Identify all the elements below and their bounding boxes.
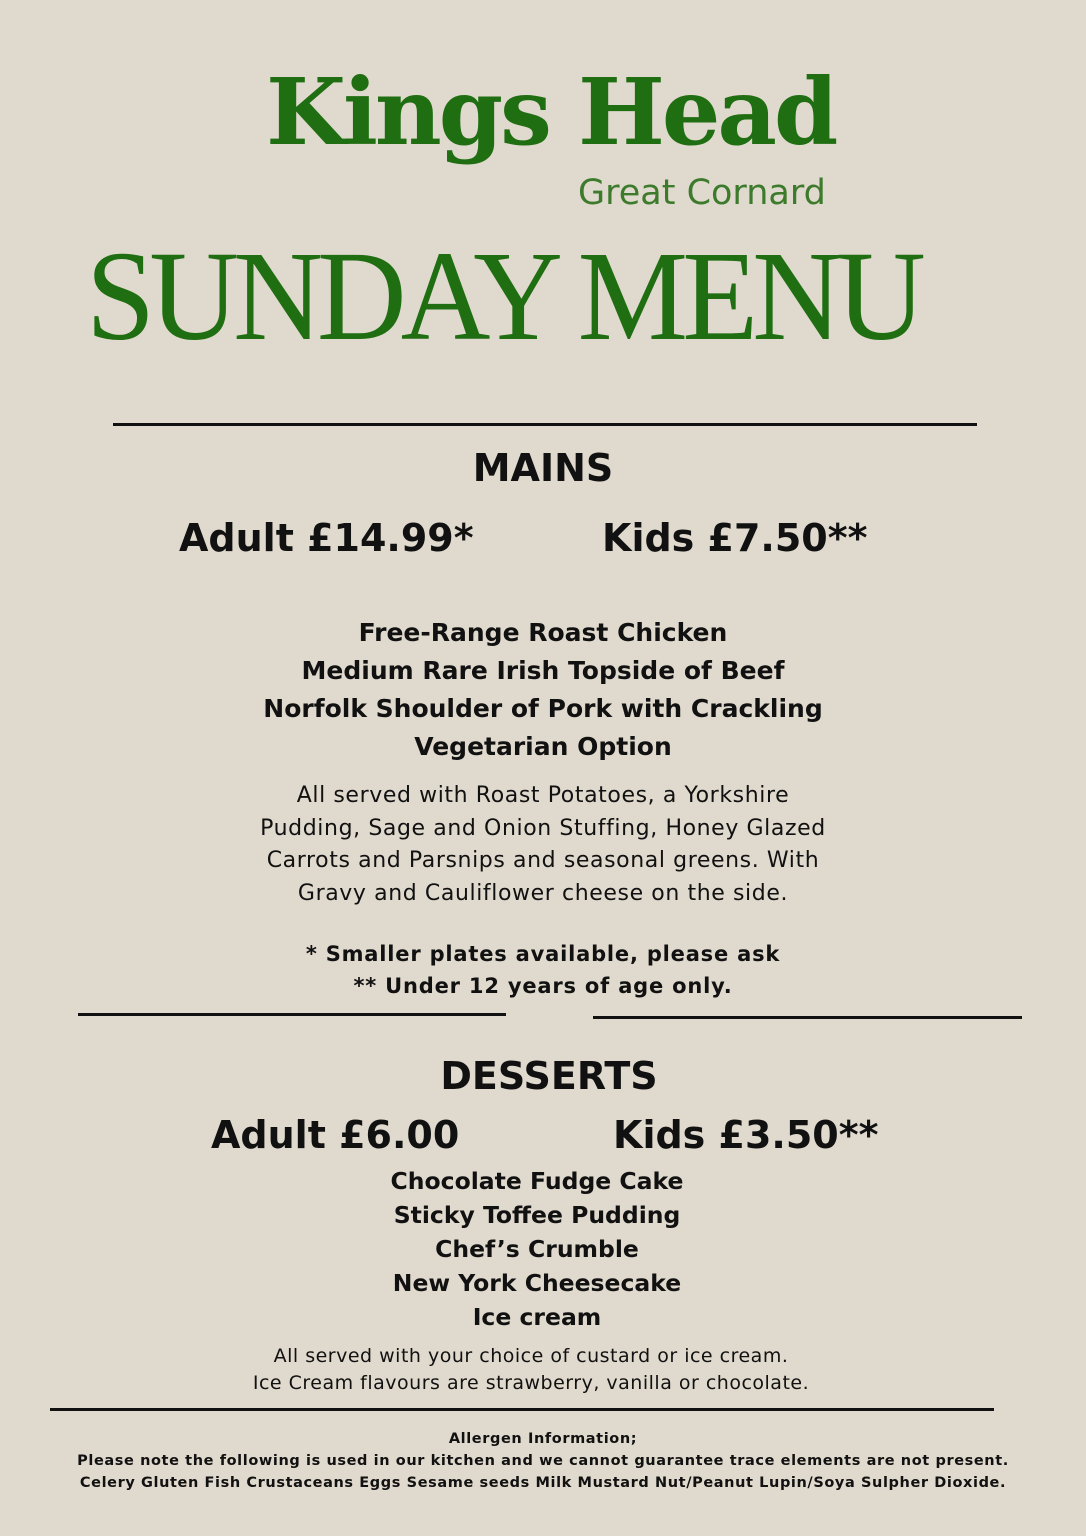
desserts-description: [0, 1343, 1074, 1397]
desserts-kids-price: Kids £3.50**: [613, 1113, 879, 1157]
divider-right: [593, 1016, 1022, 1019]
menu-item: Chocolate Fudge Cake: [390, 1167, 684, 1195]
divider-left: [78, 1013, 506, 1016]
menu-item: Sticky Toffee Pudding: [393, 1201, 681, 1229]
description-line: All served with Roast Potatoes, a Yorkshire: [296, 783, 790, 808]
description-line: Pudding, Sage and Onion Stuffing, Honey Glazed: [260, 815, 826, 841]
mains-title: MAINS: [472, 446, 614, 490]
allergen-list: Celery Gluten Fish Crustaceans Eggs Sesame seeds Milk Mustard Nut/Peanut Lupin/Soya Sulpher Dioxide.: [79, 1475, 1007, 1491]
page-title: SUNDAY MENU: [86, 225, 920, 367]
mains-adult-price: Adult £14.99*: [179, 516, 474, 560]
menu-item: New York Cheesecake: [392, 1269, 682, 1297]
divider-top: [113, 423, 977, 426]
desserts-title: DESSERTS: [440, 1054, 658, 1098]
menu-item: Medium Rare Irish Topside of Beef: [301, 656, 785, 685]
menu-item: Chef’s Crumble: [435, 1235, 639, 1263]
mains-item-list: [0, 614, 1086, 766]
brand-location: Great Cornard: [578, 173, 826, 213]
mains-kids-price: Kids £7.50**: [602, 516, 868, 560]
allergen-notice: Please note the following is used in our kitchen and we cannot guarantee trace elements are not present.: [77, 1453, 1009, 1469]
desserts-adult-price: Adult £6.00: [211, 1113, 460, 1157]
desserts-item-list: [0, 1164, 1080, 1334]
footnote: ** Under 12 years of age only.: [353, 974, 733, 998]
menu-item: Ice cream: [472, 1303, 602, 1331]
mains-notes: [0, 938, 1086, 1002]
description-line: Ice Cream flavours are strawberry, vanilla or chocolate.: [252, 1372, 810, 1394]
divider-bottom: [50, 1408, 994, 1411]
description-line: Gravy and Cauliflower cheese on the side.: [297, 880, 789, 906]
allergen-info: [0, 1428, 1086, 1494]
brand-name: Kings Head: [266, 58, 836, 166]
description-line: Carrots and Parsnips and seasonal greens. With: [266, 848, 820, 873]
menu-item: Vegetarian Option: [414, 732, 672, 761]
description-line: All served with your choice of custard or ice cream.: [273, 1345, 789, 1367]
menu-item: Free-Range Roast Chicken: [358, 618, 728, 647]
mains-description: [0, 780, 1086, 910]
menu-item: Norfolk Shoulder of Pork with Crackling: [263, 694, 823, 723]
footnote: * Smaller plates available, please ask: [305, 942, 781, 966]
allergen-heading: Allergen Information;: [448, 1431, 638, 1447]
